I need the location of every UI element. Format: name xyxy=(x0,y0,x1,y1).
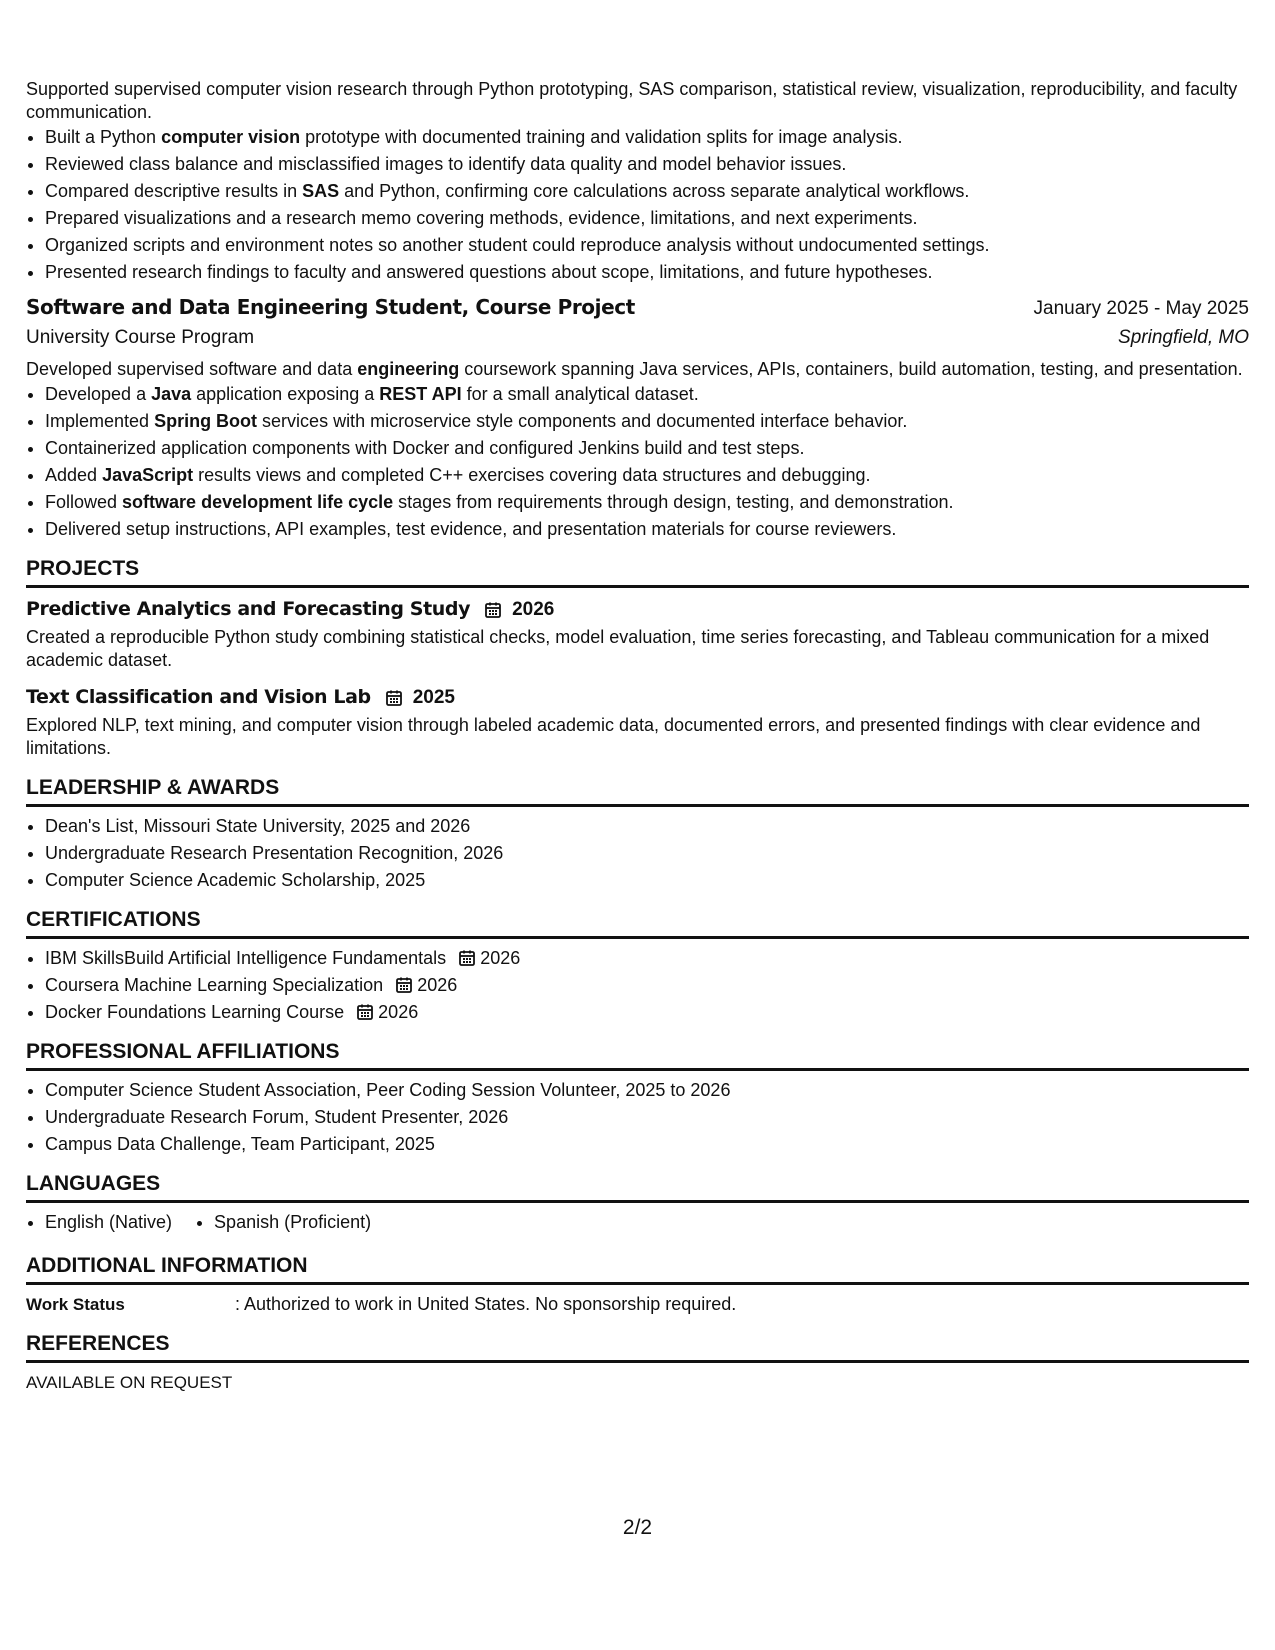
bullet-text: prototype with documented training and validation splits for image analysis. xyxy=(300,127,903,147)
project-header xyxy=(26,598,1249,621)
section-title-references: REFERENCES xyxy=(26,1332,1249,1363)
research-summary: Supported supervised computer vision research through Python prototyping, SAS comparison, statistical review, visualization, reproducibility, and faculty communication. xyxy=(26,79,1238,122)
bullet-text: Added xyxy=(45,465,103,485)
list-item: • Spanish (Proficient) xyxy=(214,1211,371,1234)
languages-list xyxy=(26,1211,1249,1238)
job-title: Software and Data Engineering Student, Course Project xyxy=(26,295,635,319)
bullet-text: Compared descriptive results in xyxy=(45,181,303,201)
bullet-text: stages from requirements through design, testing, and demonstration. xyxy=(393,492,954,512)
list-item: • Delivered setup instructions, API examples, test evidence, and presentation materials for course reviewers. xyxy=(45,518,1249,541)
list-item: • Organized scripts and environment notes so another student could reproduce analysis without undocumented settings. xyxy=(45,234,1249,257)
calendar-icon xyxy=(395,976,413,994)
bullet-keyword: SAS xyxy=(302,181,340,201)
section-title-certifications: CERTIFICATIONS xyxy=(26,908,1249,939)
list-item xyxy=(45,126,1249,149)
calendar-icon xyxy=(385,689,403,707)
research-bullets xyxy=(26,126,1249,284)
list-item: • Reviewed class balance and misclassified images to identify data quality and model behavior issues. xyxy=(45,153,1249,176)
bullet-text: results views and completed C++ exercises covering data structures and debugging. xyxy=(193,465,871,485)
list-item xyxy=(45,491,1249,514)
certification-name: Docker Foundations Learning Course xyxy=(45,1002,345,1022)
project-title: Predictive Analytics and Forecasting Study xyxy=(26,598,471,620)
job-dates: January 2025 - May 2025 xyxy=(1033,298,1249,319)
summary-keyword: engineering xyxy=(357,359,460,379)
bullet-text: Developed a xyxy=(45,384,152,404)
list-item xyxy=(45,180,1249,203)
bullet-keyword: JavaScript xyxy=(102,465,194,485)
certification-name: Coursera Machine Learning Specialization xyxy=(45,975,384,995)
bullet-keyword: Java xyxy=(151,384,192,404)
work-status-label: Work Status xyxy=(26,1295,125,1314)
summary-text: coursework spanning Java services, APIs, containers, build automation, testing, and presentation. xyxy=(459,359,1243,379)
section-title-additional-information: ADDITIONAL INFORMATION xyxy=(26,1254,1249,1285)
certification-year: 2026 xyxy=(417,975,458,995)
job-header xyxy=(26,296,1249,320)
job-subheader xyxy=(26,326,1249,349)
resume-page xyxy=(26,78,1249,1394)
list-item xyxy=(45,410,1249,433)
certifications-list xyxy=(26,947,1249,1024)
references-text: AVAILABLE ON REQUEST xyxy=(26,1373,233,1392)
list-item: • Campus Data Challenge, Team Participant, 2025 xyxy=(45,1133,1249,1156)
project-header xyxy=(26,686,1249,709)
work-status-row xyxy=(26,1293,1249,1316)
list-item: • Presented research findings to faculty and answered questions about scope, limitations, and future hypotheses. xyxy=(45,261,1249,284)
project-description: Explored NLP, text mining, and computer vision through labeled academic data, documented errors, and presented findings with clear evidence and limitations. xyxy=(26,715,1201,758)
calendar-icon xyxy=(356,1003,374,1021)
list-item: • Containerized application components with Docker and configured Jenkins build and test steps. xyxy=(45,437,1249,460)
list-item xyxy=(45,383,1249,406)
list-item xyxy=(45,464,1249,487)
list-item xyxy=(45,1001,1249,1024)
certification-name: IBM SkillsBuild Artificial Intelligence Fundamentals xyxy=(45,948,447,968)
list-item: • Undergraduate Research Presentation Recognition, 2026 xyxy=(45,842,1249,865)
bullet-text: and Python, confirming core calculations across separate analytical workflows. xyxy=(339,181,970,201)
bullet-keyword: computer vision xyxy=(161,127,301,147)
bullet-text: application exposing a xyxy=(191,384,380,404)
affiliations-list xyxy=(26,1079,1249,1156)
bullet-text: Implemented xyxy=(45,411,155,431)
summary-text: Developed supervised software and data xyxy=(26,359,358,379)
bullet-text: for a small analytical dataset. xyxy=(461,384,699,404)
list-item: • English (Native) xyxy=(45,1211,172,1234)
calendar-icon xyxy=(484,601,502,619)
bullet-keyword: REST API xyxy=(379,384,462,404)
bullet-keyword: Spring Boot xyxy=(154,411,258,431)
job-location: Springfield, MO xyxy=(1118,327,1249,348)
job-summary xyxy=(26,358,1249,381)
list-item: • Dean's List, Missouri State University, 2025 and 2026 xyxy=(45,815,1249,838)
section-title-projects: PROJECTS xyxy=(26,557,1249,588)
calendar-icon xyxy=(458,949,476,967)
job-bullets xyxy=(26,383,1249,541)
bullet-text: Followed xyxy=(45,492,123,512)
project-description: Created a reproducible Python study combining statistical checks, model evaluation, time series forecasting, and Tableau communication for a mixed academic dataset. xyxy=(26,627,1210,670)
page-number: 2/2 xyxy=(622,1516,653,1539)
bullet-keyword: software development life cycle xyxy=(122,492,394,512)
list-item: • Computer Science Student Association, Peer Coding Session Volunteer, 2025 to 2026 xyxy=(45,1079,1249,1102)
certification-year: 2026 xyxy=(378,1002,419,1022)
leadership-list xyxy=(26,815,1249,892)
section-title-leadership: LEADERSHIP & AWARDS xyxy=(26,776,1249,807)
section-title-languages: LANGUAGES xyxy=(26,1172,1249,1203)
project-year: 2025 xyxy=(412,687,456,708)
list-item: • Undergraduate Research Forum, Student Presenter, 2026 xyxy=(45,1106,1249,1129)
section-title-affiliations: PROFESSIONAL AFFILIATIONS xyxy=(26,1040,1249,1071)
bullet-text: Built a Python xyxy=(45,127,162,147)
certification-year: 2026 xyxy=(480,948,521,968)
project-year: 2026 xyxy=(512,599,555,620)
list-item xyxy=(45,974,1249,997)
list-item: • Computer Science Academic Scholarship, 2025 xyxy=(45,869,1249,892)
list-item: • Prepared visualizations and a research memo covering methods, evidence, limitations, and next experiments. xyxy=(45,207,1249,230)
list-item xyxy=(45,947,1249,970)
bullet-text: services with microservice style components and documented interface behavior. xyxy=(257,411,908,431)
project-title: Text Classification and Vision Lab xyxy=(26,686,371,708)
work-status-value: : Authorized to work in United States. No sponsorship required. xyxy=(235,1294,737,1314)
job-organization: University Course Program xyxy=(26,327,255,348)
